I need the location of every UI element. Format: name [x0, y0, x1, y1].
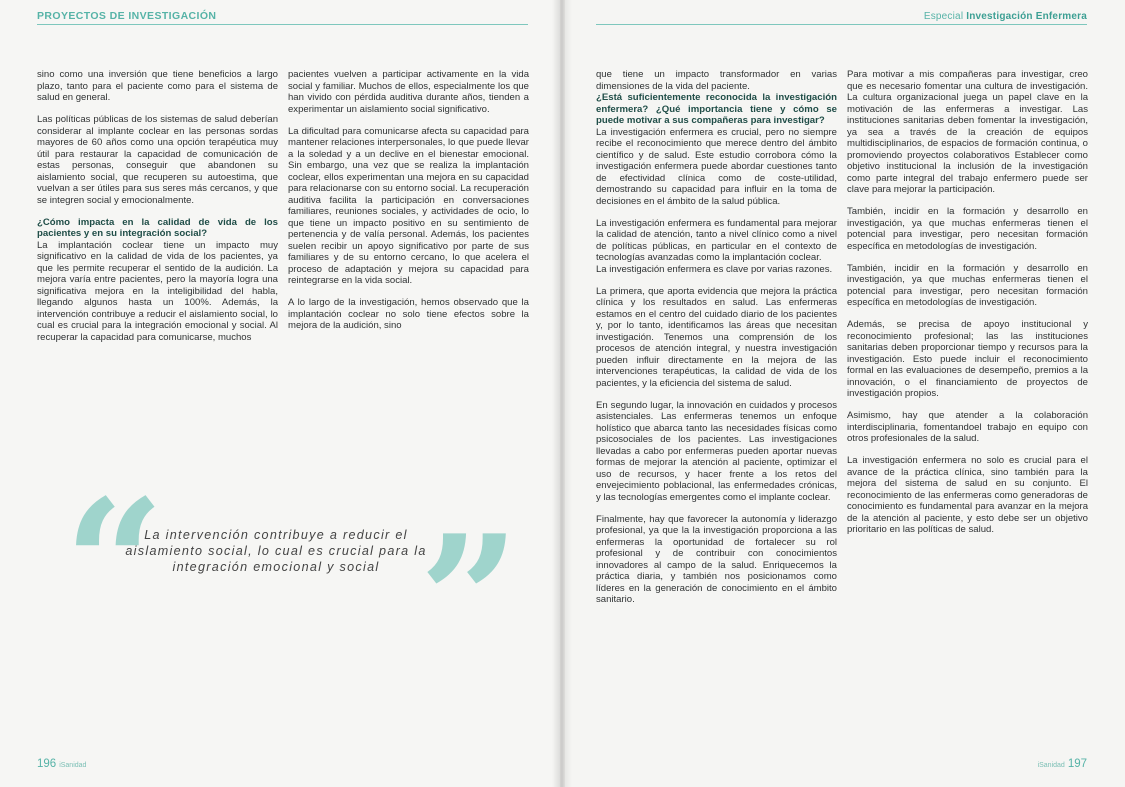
- paragraph: Para motivar a mis compañeras para investigar, creo que es necesario fomentar una cultura de investigación. La cultura organizacional juega un papel clave en la motivación de las enfermeras a investigar. Las instituciones sanitarias deben fomentar la investigación, ya sea a través de la creación de equipos multidisciplinarios, de espacios de formación continua, o promoviendo proyectos colaborativos Establecer como objetivo institucional la inclusión de la investigación como parte integral del trabajo enfermero puede ser clave para mejorar la participación.: [847, 69, 1088, 195]
- left-column-1: [37, 69, 278, 343]
- section-heading: ¿Está suficientemente reconocida la investigación enfermera? ¿Qué importancia tiene y cómo se puede motivar a sus compañeras para investigar?: [596, 92, 837, 126]
- section-heading: ¿Cómo impacta en la calidad de vida de los pacientes y en su integración social?: [37, 216, 278, 239]
- page-number: 197: [1067, 758, 1087, 770]
- paragraph: La investigación enfermera es clave por varias razones.: [596, 263, 833, 275]
- left-column-2: [288, 69, 529, 332]
- paragraph: También, incidir en la formación y desarrollo en investigación, ya que muchas enfermeras tienen el potencial para investigar, pero necesitan formación específica en metodologías de investigación.: [847, 206, 1088, 252]
- paragraph: Además, se precisa de apoyo institucional y reconocimiento profesional; las las instituciones sanitarias deben proporcionar tiempo y recursos para la investigación. Esto puede incluir el reconocimiento formal en las evaluaciones de desempeño, premios a la innovación, o el financiamiento de proyectos de investigación propios.: [847, 319, 1088, 399]
- paragraph: La investigación enfermera es crucial, pero no siempre recibe el reconocimiento que merece dentro del ámbito científico y de salud. Este estudio corrobora cómo la investigación enfermera puede abordar cuestiones tanto de efectividad clínica como de coste-utilidad, demostrando su capacidad para influir en la toma de decisiones en el ámbito de la salud pública.: [596, 126, 837, 207]
- paragraph: Finalmente, hay que favorecer la autonomía y liderazgo profesional, ya que la la investigación proporciona a las enfermeras la oportunidad de fortalecer su rol profesional y de contribuir con conocimientos innovadores al campo de la salud. Enriquecemos la práctica diaria, y también nos posicionamos como líderes en la generación de conocimiento en el ámbito sanitario.: [596, 513, 837, 605]
- pull-quote: [64, 462, 520, 703]
- page-footer-right: [1035, 758, 1087, 770]
- paragraph: Asimismo, hay que atender a la colaboración interdisciplinaria, fomentandoel trabajo en equipo con otros profesionales de la salud.: [847, 410, 1088, 444]
- paragraph: La primera, que aporta evidencia que mejora la práctica clínica y los resultados en salud. Las enfermeras estamos en el centro del cuidado diario de los pacientes y, por lo tanto, identificamos las áreas que necesitan investigación. Tenemos una comprensión de los procesos de atención integral, y nuestra investigación pueden influir directamente en la mejora de las intervenciones terapéuticas, la calidad de vida de los pacientes, y la eficiencia del sistema de salud.: [596, 285, 837, 389]
- paragraph: que tiene un impacto transformador en varias dimensiones de la vida del paciente.: [596, 69, 837, 92]
- right-column-1: [596, 69, 837, 606]
- paragraph: La investigación enfermera es fundamental para mejorar la calidad de atención, tanto a nivel clínico como a nivel de políticas públicas, en particular en el contexto de tecnologías avanzadas como la implantación coclear.: [596, 217, 837, 263]
- paragraph: sino como una inversión que tiene beneficios a largo plazo, tanto para el paciente como para el sistema de salud en general.: [37, 69, 278, 103]
- header-rule: [37, 24, 528, 25]
- right-page: [565, 0, 1125, 787]
- section-header: [924, 11, 1087, 22]
- left-page: [0, 0, 560, 787]
- page-footer-left: [37, 758, 89, 770]
- footer-brand: iSanidad: [59, 762, 87, 769]
- header-prefix: Especial: [923, 11, 964, 22]
- paragraph: En segundo lugar, la innovación en cuidados y procesos asistenciales. Las enfermeras tenemos un enfoque holístico que abarca tanto las necesidades físicas como psicosociales de los pacientes. Las investigaciones llevadas a cabo por enfermeras pueden aportar nuevas formas de mejorar la atención al paciente, optimizar el uso de recursos, y hacer frente a los retos del envejecimiento poblacional, las enfermedades crónicas, y las tecnologías emergentes como el implante coclear.: [596, 399, 837, 503]
- paragraph: A lo largo de la investigación, hemos observado que la implantación coclear no solo tiene efectos sobre la mejora de la audición, sino: [288, 297, 529, 331]
- header-rule: [596, 24, 1087, 25]
- open-quote-icon: “: [64, 462, 165, 667]
- section-header: PROYECTOS DE INVESTIGACIÓN: [37, 10, 217, 22]
- paragraph: La investigación enfermera no solo es crucial para el avance de la práctica clínica, sino también para la mejora del sistema de salud en su conjunto. El reconocimiento de las enfermeras como generadoras de conocimiento es fundamental para avanzar en la mejora de la atención al paciente, y esto debe ser un objetivo prioritario en las políticas de salud.: [847, 455, 1088, 535]
- close-quote-icon: ”: [419, 498, 520, 703]
- paragraph: pacientes vuelven a participar activamente en la vida social y familiar. Muchos de ellos, especialmente los que han vivido con pérdida auditiva durante años, tienden a experimentar un aislamiento social significativo.: [288, 69, 529, 115]
- page-number: 196: [37, 758, 57, 770]
- right-column-2: [847, 69, 1088, 536]
- paragraph: La dificultad para comunicarse afecta su capacidad para mantener relaciones interpersonales, lo que puede llevar a la soledad y a un declive en el bienestar emocional. Sin embargo, una vez que se realiza la implantación coclear, ellos experimentan una mejora en su capacidad para relacionarse con su entorno social. La recuperación auditiva facilita la participación en conversaciones familiares, reuniones sociales, y actividades de ocio, lo que tiene un impacto positivo en su sentimiento de pertenencia y de valía personal. Además, los pacientes suelen recibir un apoyo significativo por parte de sus familiares y de su entorno cercano, lo que acelera el proceso de adaptación y mejora su capacidad para reintegrarse en la vida social.: [288, 125, 529, 286]
- pull-quote-text: La intervención contribuye a reducir el aislamiento social, lo cual es crucial para la integración emocional y social: [125, 528, 427, 574]
- paragraph: Las políticas públicas de los sistemas de salud deberían considerar al implante coclear en las personas sordas mayores de 60 años como una opción terapéutica muy útil para restaurar la capacidad de comunicación de estas personas, conseguir que abandonen su aislamiento social, que recuperen su autoestima, que vuelvan a ser útiles para sus seres más cercanos, y que se integren social y emocionalmente.: [37, 114, 278, 206]
- footer-brand: iSanidad: [1037, 762, 1065, 769]
- paragraph: La implantación coclear tiene un impacto muy significativo en la calidad de vida de los pacientes, ya que les permite recuperar el sentido de la audición. La mejora varía entre pacientes, pero la mayoría logra una significativa mejora en la inteligibilidad del habla, llegando algunos hasta un 100%. Además, la intervención contribuye a reducir el aislamiento social, lo cual es crucial para la integración emocional y social. Al recuperar la capacidad para comunicarse, muchos: [37, 239, 278, 343]
- header-title: Investigación Enfermera: [966, 11, 1087, 22]
- paragraph: También, incidir en la formación y desarrollo en investigación, ya que muchas enfermeras tienen el potencial para investigar, pero necesitan formación específica en metodologías de investigación.: [847, 262, 1088, 308]
